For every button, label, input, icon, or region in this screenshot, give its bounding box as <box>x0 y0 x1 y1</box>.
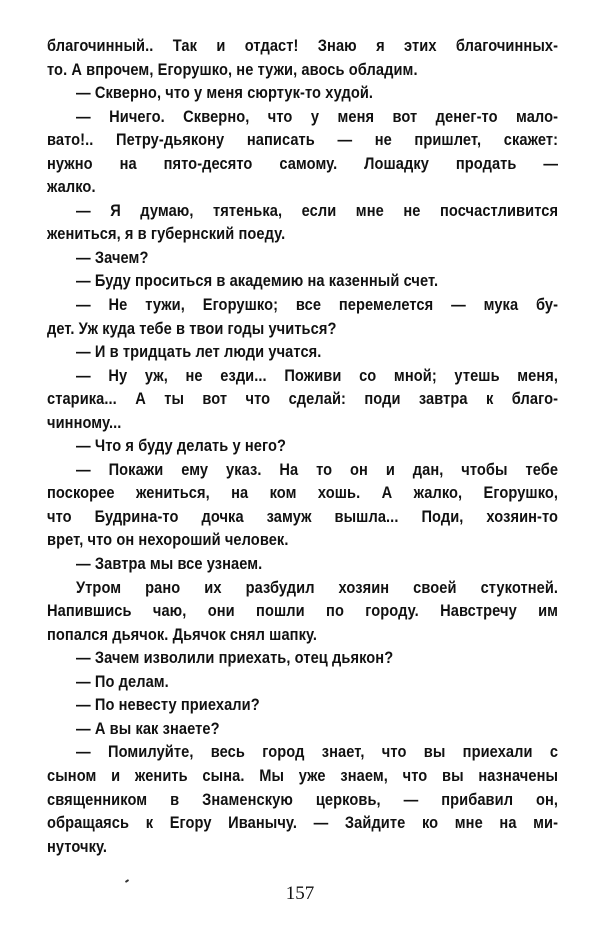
text-line-content: жалко. <box>47 177 96 197</box>
text-line <box>47 222 558 246</box>
text-line-content: Напившись чаю, они пошли по городу. Навстречу им <box>47 601 559 621</box>
text-line-content: священником в Знаменскую церковь, — прибавил он, <box>47 789 559 809</box>
text-line <box>47 481 558 505</box>
page-text <box>47 34 558 858</box>
text-line <box>47 528 558 552</box>
text-line <box>47 458 558 482</box>
text-line-content: — По невесту приехали? <box>76 695 260 715</box>
text-line <box>47 269 558 293</box>
text-line-content: — Ничего. Скверно, что у меня вот денег-то мало- <box>76 106 559 126</box>
text-line-content: — Зачем? <box>76 247 149 267</box>
text-line-content: — Завтра мы все узнаем. <box>76 554 263 574</box>
text-line <box>47 128 558 152</box>
text-line <box>47 152 558 176</box>
text-line <box>47 835 558 859</box>
text-line <box>47 764 558 788</box>
text-line-content: — Не тужи, Егорушко; все перемелется — мука бу- <box>76 295 559 315</box>
text-line-content: обращаясь к Егору Иванычу. — Зайдите ко мне на ми- <box>47 813 559 833</box>
text-line-content: поскорее жениться, на ком хошь. А жалко, Егорушко, <box>47 483 559 503</box>
text-line-content: благочинный.. Так и отдаст! Знаю я этих благочинных- <box>47 36 559 55</box>
text-line-content: — Скверно, что у меня сюртук-то худой. <box>76 83 374 103</box>
text-line-content: сыном и женить сына. Мы уже знаем, что вы назначены <box>47 765 559 785</box>
text-line <box>47 411 558 435</box>
text-line-content: — Ну уж, не езди... Поживи со мной; утешь меня, <box>76 365 559 385</box>
text-line-content: — Помилуйте, весь город знает, что вы приехали с <box>76 742 559 762</box>
text-line <box>47 199 558 223</box>
text-line <box>47 552 558 576</box>
text-line-content: — И в тридцать лет люди учатся. <box>76 342 322 362</box>
text-line <box>47 387 558 411</box>
text-line-content: жениться, я в губернский поеду. <box>47 224 286 244</box>
text-line <box>47 434 558 458</box>
text-line-content: нужно на пято-десято самому. Лошадку продать — <box>47 153 559 173</box>
text-line <box>47 717 558 741</box>
text-line <box>47 505 558 529</box>
text-line <box>47 58 558 82</box>
text-line-content: старика... А ты вот что сделай: поди завтра к благо- <box>47 389 559 409</box>
text-line <box>47 293 558 317</box>
text-line-content: дет. Уж куда тебе в твои годы учиться? <box>47 318 337 338</box>
text-line-content: — По делам. <box>76 671 169 691</box>
text-line <box>47 317 558 341</box>
text-line <box>47 340 558 364</box>
text-line <box>47 105 558 129</box>
text-line <box>47 646 558 670</box>
text-line <box>47 811 558 835</box>
text-line-content: Утром рано их разбудил хозяин своей стукотней. <box>76 577 559 597</box>
text-line-content: чинному... <box>47 412 122 432</box>
text-line <box>47 623 558 647</box>
text-line-content: что Будрина-то дочка замуж вышла... Поди, хозяин-то <box>47 506 559 526</box>
text-line-content: — Что я буду делать у него? <box>76 436 287 456</box>
text-line <box>47 246 558 270</box>
page-number: 157 <box>285 883 315 904</box>
text-line <box>47 34 558 58</box>
text-line <box>47 788 558 812</box>
text-line-content: то. А впрочем, Егорушко, не тужи, авось обладим. <box>47 59 418 79</box>
text-line-content: вато!.. Петру-дьякону написать — не пришлет, скажет: <box>47 130 559 150</box>
text-line-content: нуточку. <box>47 836 108 856</box>
text-line-content: — А вы как знаете? <box>76 718 220 738</box>
text-line <box>47 175 558 199</box>
text-line-content: — Я думаю, тятенька, если мне не посчастливится <box>76 200 559 220</box>
text-line-content: — Покажи ему указ. На то он и дан, чтобы тебе <box>76 459 559 479</box>
text-line-content: — Буду проситься в академию на казенный счет. <box>76 271 439 291</box>
text-line-content: врет, что он нехороший человек. <box>47 530 289 550</box>
text-line-content: — Зачем изволили приехать, отец дьякон? <box>76 648 394 668</box>
text-line <box>47 364 558 388</box>
text-line <box>47 740 558 764</box>
text-line-content: попался дьячок. Дьячок снял шапку. <box>47 624 318 644</box>
text-line <box>47 693 558 717</box>
text-line <box>47 670 558 694</box>
text-line <box>47 599 558 623</box>
text-line <box>47 81 558 105</box>
text-line <box>47 576 558 600</box>
